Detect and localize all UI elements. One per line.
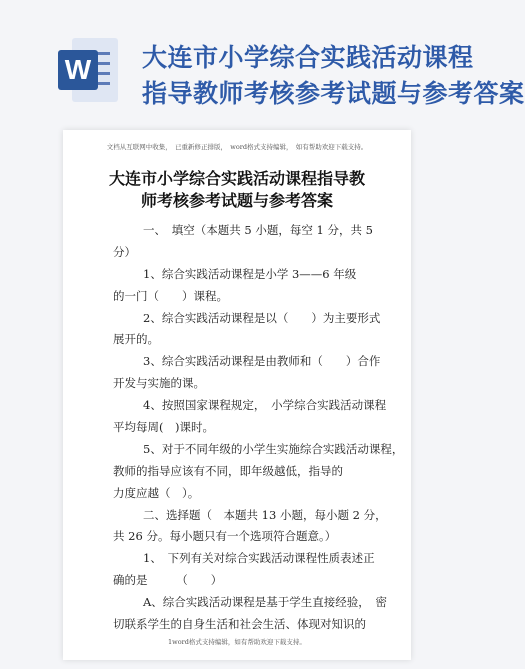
- document-title-line-2: 师考核参考试题与参考答案: [140, 191, 333, 210]
- text-line: 力度应越（ ）。: [113, 485, 200, 500]
- banner-title-line-2: 指导教师考核参考试题与参考答案: [142, 79, 525, 108]
- question-line: 5、对于不同年级的小学生实施综合实践活动课程，: [143, 441, 404, 456]
- text-line: 分）: [113, 244, 136, 259]
- page-header-note: 文档从互联网中收集， 已重新修正排版， word格式支持编辑， 如有帮助欢迎下载支持。: [106, 143, 368, 151]
- word-icon-badge: W: [58, 50, 98, 90]
- text-line: 教师的指导应该有不同，即年级越低，指导的: [113, 463, 343, 478]
- question-line: 3、综合实践活动课程是由教师和（ ）合作: [143, 354, 381, 369]
- question-line: 1、 下列有关对综合实践活动课程性质表述正: [143, 551, 375, 566]
- word-document-icon: [58, 38, 118, 102]
- text-line: 开发与实施的课。: [113, 376, 205, 391]
- document-page-preview: [63, 130, 411, 660]
- document-banner: [0, 0, 525, 118]
- banner-title-line-1: 大连市小学综合实践活动课程: [142, 43, 474, 72]
- document-title-line-1: 大连市小学综合实践活动课程指导教: [108, 169, 365, 188]
- section-heading: 二、选择题（ 本题共 13 小题，每小题 2 分，: [143, 507, 387, 522]
- text-line: 展开的。: [113, 332, 159, 347]
- text-line: 共 26 分。每小题只有一个选项符合题意。）: [113, 529, 337, 544]
- option-line: A、综合实践活动课程是基于学生直接经验， 密: [143, 595, 388, 610]
- text-line: 确的是 （ ）: [113, 573, 223, 588]
- page-footer-note: 1word格式支持编辑，如有帮助欢迎下载支持。: [168, 638, 306, 646]
- question-line: 4、按照国家课程规定， 小学综合实践活动课程: [143, 398, 387, 413]
- question-line: 1、综合实践活动课程是小学 3——6 年级: [143, 266, 357, 281]
- question-line: 2、综合实践活动课程是以（ ）为主要形式: [143, 310, 381, 325]
- text-line: 平均每周( )课时。: [113, 420, 214, 434]
- text-line: 切联系学生的自身生活和社会生活、体现对知识的: [113, 617, 366, 631]
- section-heading: 一、 填空（本题共 5 小题，每空 1 分，共 5: [143, 223, 373, 237]
- text-line: 的一门（ ）课程。: [113, 288, 228, 303]
